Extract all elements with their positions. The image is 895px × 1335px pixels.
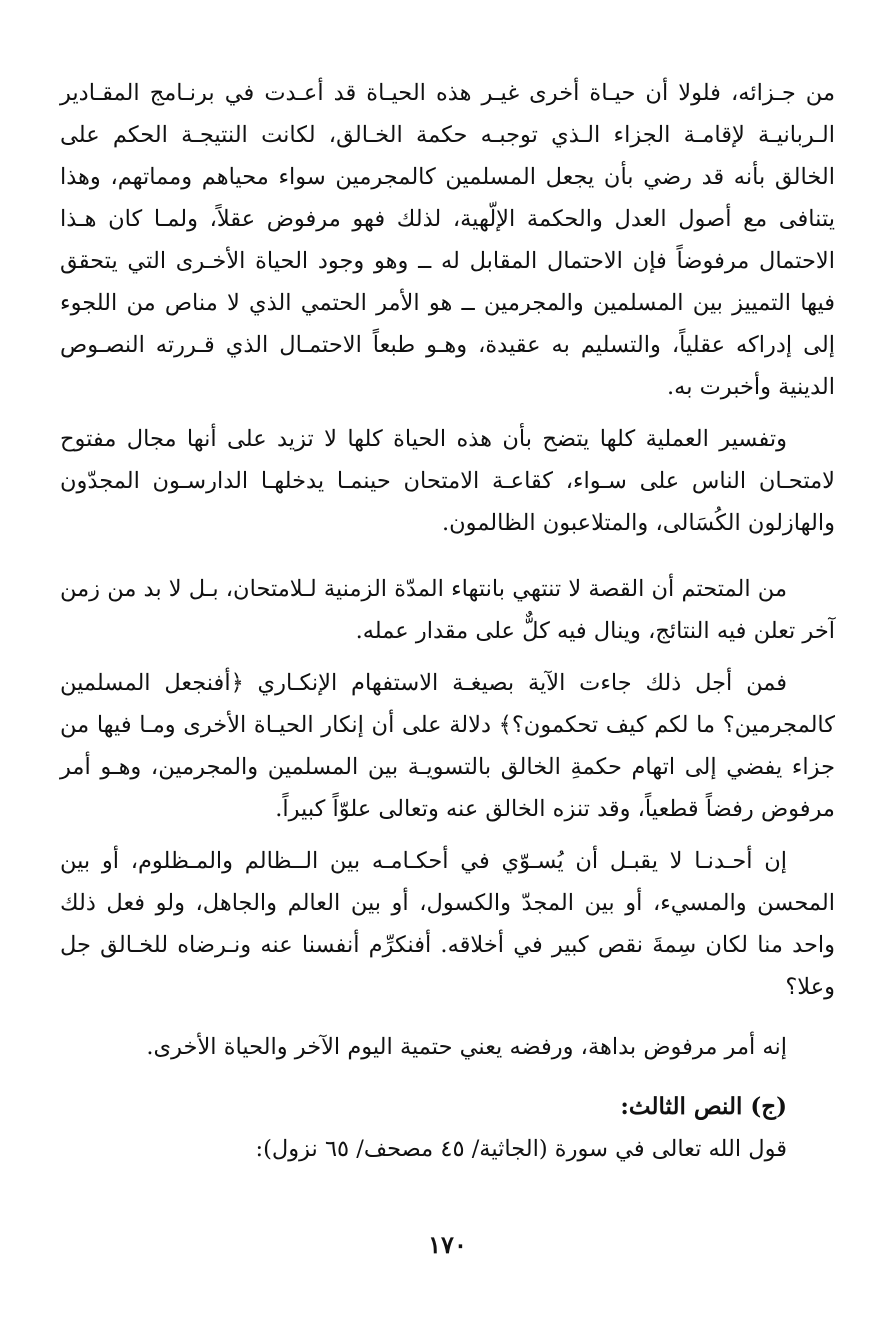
section-intro: قول الله تعالى في سورة (الجاثية/ ٤٥ مصحف/ ٦٥ نزول): [255,1136,787,1162]
paragraph-1: من جـزائه، فلولا أن حيـاة أخرى غيـر هذه الحيـاة قد أعـدت في برنـامج المقـادير الـربانيـة لإقامـة الجزاء الـذي توجبـه حكمة الخـالق، لكانت النتيجـة الحكم على الخالق بأنه قد رضي بأن يجعل المسلمين كالمجرمين سواء محياهم ومماتهم، وهذا يتنافى مع أصول العدل والحكمة الإلّهية، لذلك فهو مرفوض عقلاً، ولمـا كان هـذا الاحتمال مرفوضاً فإن الاحتمال المقابل له ــ وهو وجود الحياة الأخـرى التي يتحقق فيها التمييز بين المسلمين والمجرمين ــ هو الأمر الحتمي الذي لا مناص من اللجوء إلى إدراكه عقلياً، والتسليم به عقيدة، وهـو طبعاً الاحتمـال الذي قـررته النصـوص الدينية وأخبرت به. [60,80,835,400]
section-heading: (ج) النص الثالث: [620,1093,787,1120]
page-body [60,72,835,1170]
page-number: ١٧٠ [428,1230,467,1259]
paragraph-3: من المتحتم أن القصة لا تنتهي بانتهاء المدّة الزمنية لـلامتحان، بـل لا بد من زمن آخر تعلن فيه النتائج، وينال فيه كلٌّ على مقدار عمله. [60,576,835,644]
paragraph-4: فمن أجل ذلك جاءت الآية بصيغـة الاستفهام الإنكـاري ﴿أفنجعل المسلمين كالمجرمين؟ ما لكم كيف تحكمون؟﴾ دلالة على أن إنكار الحيـاة الأخرى ومـا فيها من جزاء يفضي إلى اتهام حكمةِ الخالق بالتسويـة بين المسلمين والمجرمين، وهـو أمر مرفوض رفضاً قطعياً، وقد تنزه الخالق عنه وتعالى علوّاً كبيراً. [60,670,835,822]
paragraph-6: إنه أمر مرفوض بداهة، ورفضه يعني حتمية اليوم الآخر والحياة الأخرى. [146,1034,787,1060]
paragraph-2: وتفسير العملية كلها يتضح بأن هذه الحياة كلها لا تزيد على أنها مجال مفتوح لامتحـان الناس على سـواء، كقاعـة الامتحان حينمـا يدخلهـا الدارسـون المجدّون والهازلون الكُسَالى، والمتلاعبون الظالمون. [60,426,835,536]
paragraph-5: إن أحـدنـا لا يقبـل أن يُسـوّي في أحكـامـه بين الــظالم والمـظلوم، أو بين المحسن والمسيء، أو بين المجدّ والكسول، أو بين العالم والجاهل، ولو فعل ذلك واحد منا لكان سِمةَ نقص كبير في أخلاقه. أفنكرِّم أنفسنا عنه ونـرضاه للخـالق جل وعلا؟ [60,848,835,1000]
